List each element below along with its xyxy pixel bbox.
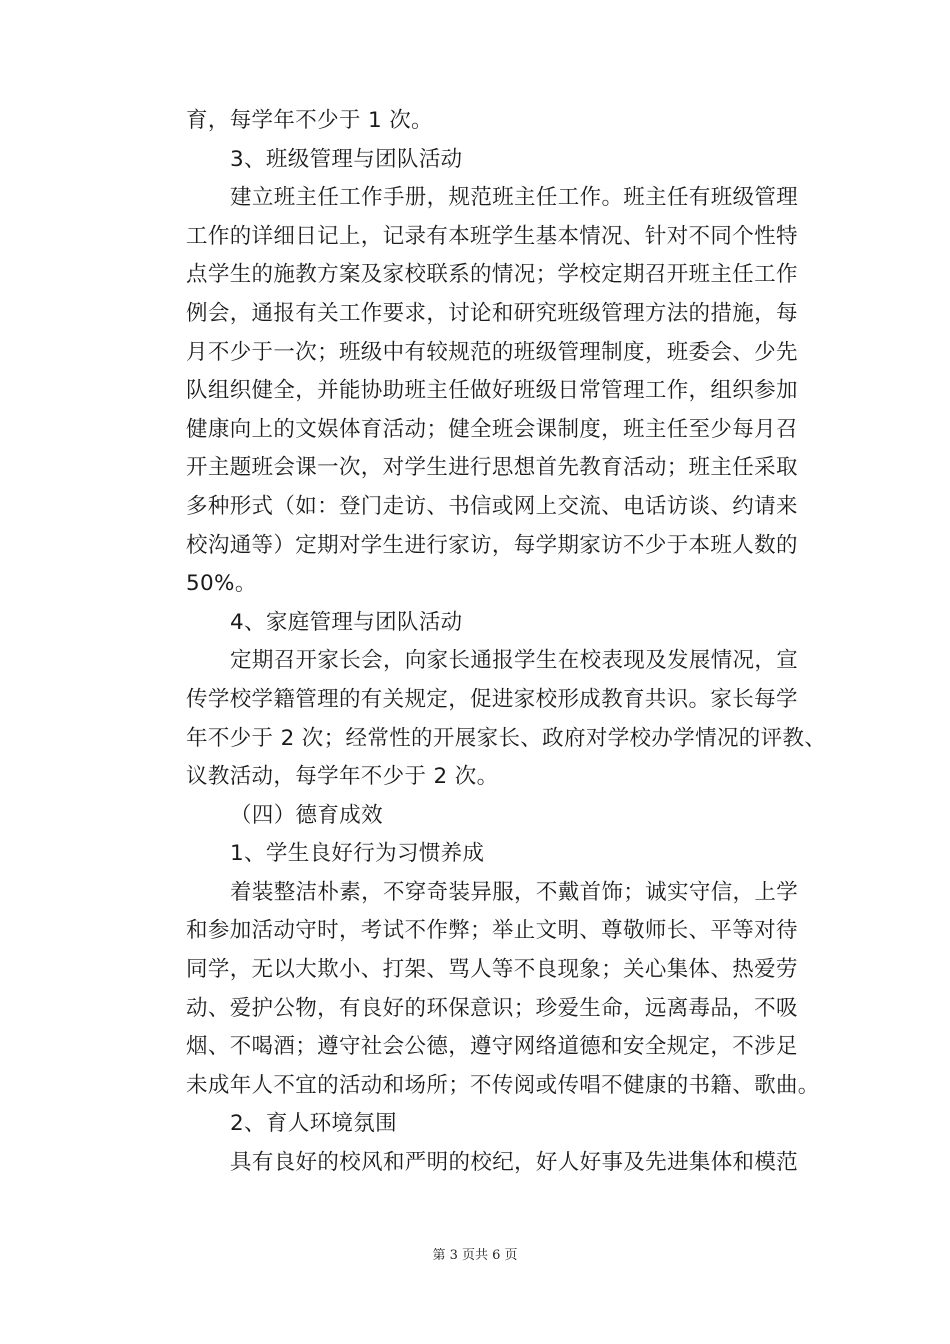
text-line: 年不少于 2 次；经常性的开展家长、政府对学校办学情况的评教、 [186,725,827,751]
text-line: 未成年人不宜的活动和场所；不传阅或传唱不健康的书籍、歌曲。 [186,1072,820,1098]
text-line: 同学，无以大欺小、打架、骂人等不良现象；关心集体、热爱劳 [186,957,798,983]
text-line: 具有良好的校风和严明的校纪，好人好事及先进集体和模范 [230,1150,799,1176]
section-heading: 3、班级管理与团队活动 [230,146,463,172]
text-line: 和参加活动守时，考试不作弊；举止文明、尊敬师长、平等对待 [186,918,798,944]
text-line: 建立班主任工作手册，规范班主任工作。班主任有班级管理 [230,185,799,211]
text-line: 健康向上的文娱体育活动；健全班会课制度，班主任至少每月召 [186,416,798,442]
text-line: 育，每学年不少于 1 次。 [186,108,433,133]
text-line: 工作的详细日记上，记录有本班学生基本情况、针对不同个性特 [186,223,798,249]
section-heading: 1、学生良好行为习惯养成 [230,841,485,867]
text-line: 50%。 [186,571,257,597]
text-line: 队组织健全，并能协助班主任做好班级日常管理工作，组织参加 [186,378,798,404]
text-line: 点学生的施教方案及家校联系的情况；学校定期召开班主任工作 [186,262,798,288]
text-line: 传学校学籍管理的有关规定，促进家校形成教育共识。家长每学 [186,686,798,712]
text-line: 多种形式（如：登门走访、书信或网上交流、电话访谈、约请来 [186,493,798,519]
section-heading: 4、家庭管理与团队活动 [230,609,463,635]
text-line: 例会，通报有关工作要求，讨论和研究班级管理方法的措施，每 [186,300,798,326]
text-line: 着装整洁朴素，不穿奇装异服，不戴首饰；诚实守信，上学 [230,879,799,905]
text-line: 校沟通等）定期对学生进行家访，每学期家访不少于本班人数的 [186,532,798,558]
text-line: 烟、不喝酒；遵守社会公德，遵守网络道德和安全规定，不涉足 [186,1034,798,1060]
text-line: 动、爱护公物，有良好的环保意识；珍爱生命，远离毒品，不吸 [186,995,798,1021]
text-line: 月不少于一次；班级中有较规范的班级管理制度，班委会、少先 [186,339,798,365]
section-heading: （四）德育成效 [230,802,383,828]
text-line: 定期召开家长会，向家长通报学生在校表现及发展情况，宣 [230,648,799,674]
document-body [186,102,826,1183]
page-number-footer: 第 3 页共 6 页 [432,1248,518,1263]
text-line: 议教活动，每学年不少于 2 次。 [186,764,499,790]
text-line: 开主题班会课一次，对学生进行思想首先教育活动；班主任采取 [186,455,798,481]
section-heading: 2、育人环境氛围 [230,1111,397,1137]
